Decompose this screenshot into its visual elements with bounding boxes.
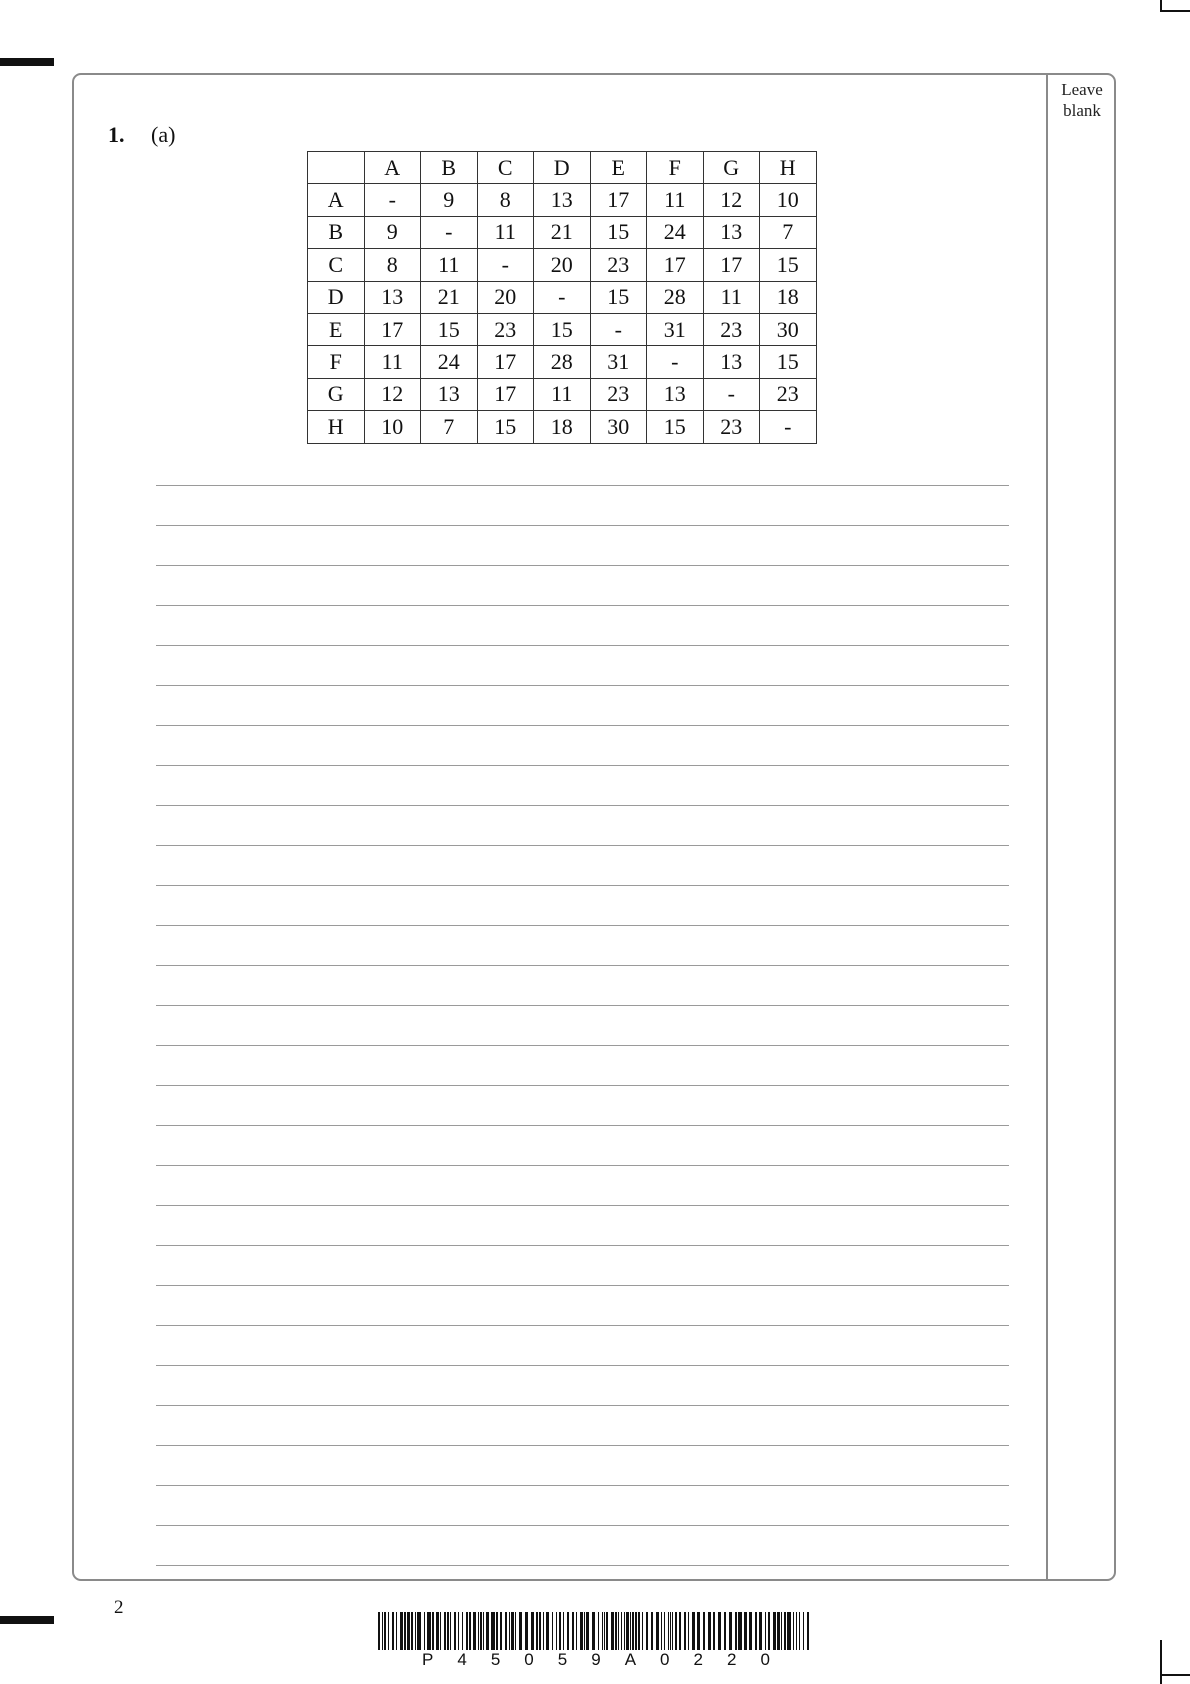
distance-table <box>307 151 817 444</box>
barcode-bar <box>679 1612 681 1650</box>
table-cell: 23 <box>760 378 817 410</box>
table-header-cell: A <box>364 152 421 184</box>
barcode-bar <box>713 1612 715 1650</box>
table-row-label: A <box>308 184 365 216</box>
barcode-bar <box>478 1612 479 1650</box>
table-header-cell: E <box>590 152 647 184</box>
barcode-bar <box>606 1612 608 1650</box>
answer-line <box>156 1325 1009 1326</box>
barcode-bar <box>765 1612 766 1650</box>
barcode-bar <box>509 1612 510 1650</box>
table-header-cell <box>308 152 365 184</box>
barcode-bar <box>807 1612 809 1650</box>
barcode-bar <box>718 1612 721 1650</box>
barcode-bar <box>505 1612 507 1650</box>
barcode-bar <box>759 1612 762 1650</box>
leave-blank-line: blank <box>1063 101 1101 120</box>
barcode-char: P <box>422 1650 434 1669</box>
barcode-char: 2 <box>693 1650 703 1669</box>
answer-line <box>156 485 1009 486</box>
answer-line <box>156 1165 1009 1166</box>
barcode-bar <box>670 1612 671 1650</box>
barcode-bar <box>626 1612 629 1650</box>
table-cell: 11 <box>703 281 760 313</box>
barcode-bar <box>777 1612 780 1650</box>
table-header-cell: G <box>703 152 760 184</box>
table-cell: 9 <box>364 216 421 248</box>
barcode-bar <box>755 1612 757 1650</box>
crop-mark-top-right <box>1160 10 1190 12</box>
barcode-char: 9 <box>591 1650 601 1669</box>
table-cell: 20 <box>477 281 534 313</box>
table-row <box>308 184 817 216</box>
barcode-char: A <box>624 1650 637 1669</box>
table-cell: - <box>760 411 817 443</box>
barcode-bar <box>651 1612 653 1650</box>
table-cell: 17 <box>703 249 760 281</box>
barcode-bar <box>427 1612 431 1650</box>
barcode-bar <box>388 1612 389 1650</box>
barcode-bar <box>692 1612 695 1650</box>
barcode-bar <box>803 1612 804 1650</box>
table-cell: 17 <box>590 184 647 216</box>
table-cell: 21 <box>421 281 478 313</box>
answer-line <box>156 925 1009 926</box>
table-cell: 17 <box>647 249 704 281</box>
table-cell: 13 <box>421 378 478 410</box>
barcode-bar <box>630 1612 631 1650</box>
barcode-bar <box>469 1612 471 1650</box>
answer-line <box>156 1125 1009 1126</box>
table-cell: 12 <box>703 184 760 216</box>
barcode-bar <box>543 1612 544 1650</box>
table-cell: 30 <box>590 411 647 443</box>
barcode-bar <box>400 1612 403 1650</box>
barcode-bar <box>604 1612 605 1650</box>
barcode-bar <box>552 1612 553 1650</box>
table-header-row <box>308 152 817 184</box>
barcode-bar <box>396 1612 397 1650</box>
answer-line <box>156 1245 1009 1246</box>
barcode-bar <box>531 1612 534 1650</box>
table-cell: 15 <box>760 249 817 281</box>
barcode-bar <box>450 1612 451 1650</box>
table-cell: 15 <box>590 281 647 313</box>
crop-mark-bottom-right <box>1160 1640 1162 1684</box>
barcode-bar <box>615 1612 617 1650</box>
barcode-char: 0 <box>660 1650 670 1669</box>
answer-line <box>156 1565 1009 1566</box>
barcode-bar <box>567 1612 569 1650</box>
table-header-cell: B <box>421 152 478 184</box>
table-cell: 8 <box>477 184 534 216</box>
barcode-bar <box>646 1612 648 1650</box>
barcode-bar <box>642 1612 643 1650</box>
barcode-bar <box>738 1612 742 1650</box>
table-cell: 11 <box>364 346 421 378</box>
barcode-bar <box>708 1612 711 1650</box>
barcode <box>378 1612 810 1650</box>
barcode-char: 0 <box>524 1650 534 1669</box>
barcode-text <box>378 1650 810 1670</box>
table-cell: 23 <box>590 249 647 281</box>
table-cell: 13 <box>703 346 760 378</box>
table-header-cell: C <box>477 152 534 184</box>
table-cell: 20 <box>534 249 591 281</box>
barcode-bar <box>781 1612 782 1650</box>
barcode-bar <box>584 1612 585 1650</box>
barcode-bar <box>411 1612 413 1650</box>
table-cell: 28 <box>647 281 704 313</box>
barcode-bar <box>417 1612 421 1650</box>
barcode-bar <box>515 1612 516 1650</box>
table-cell: 30 <box>760 313 817 345</box>
barcode-bar <box>580 1612 583 1650</box>
table-header-cell: D <box>534 152 591 184</box>
barcode-bar <box>444 1612 446 1650</box>
barcode-bar <box>432 1612 434 1650</box>
table-cell: 13 <box>364 281 421 313</box>
barcode-bar <box>661 1612 662 1650</box>
table-header-cell: F <box>647 152 704 184</box>
barcode-bar <box>382 1612 383 1650</box>
table-cell: 11 <box>421 249 478 281</box>
barcode-bar <box>796 1612 797 1650</box>
table-row-label: E <box>308 313 365 345</box>
barcode-bar <box>684 1612 686 1650</box>
table-cell: 10 <box>760 184 817 216</box>
table-cell: 31 <box>647 313 704 345</box>
barcode-bar <box>729 1612 732 1650</box>
table-cell: 21 <box>534 216 591 248</box>
barcode-bar <box>536 1612 538 1650</box>
table-cell: 17 <box>364 313 421 345</box>
answer-line <box>156 1445 1009 1446</box>
table-cell: 28 <box>534 346 591 378</box>
barcode-bar <box>466 1612 468 1650</box>
table-header-cell: H <box>760 152 817 184</box>
barcode-bar <box>415 1612 416 1650</box>
answer-line <box>156 1525 1009 1526</box>
leave-blank-label <box>1050 79 1114 121</box>
barcode-bar <box>744 1612 747 1650</box>
table-cell: - <box>647 346 704 378</box>
table-cell: 23 <box>703 411 760 443</box>
barcode-bar <box>563 1612 564 1650</box>
barcode-bar <box>735 1612 737 1650</box>
crop-mark-bottom-right <box>1160 1674 1190 1676</box>
answer-line <box>156 885 1009 886</box>
question-number: 1. <box>108 122 125 147</box>
question-part: (a) <box>151 122 176 147</box>
barcode-bar <box>407 1612 410 1650</box>
barcode-bar <box>697 1612 700 1650</box>
table-cell: - <box>477 249 534 281</box>
barcode-bar <box>773 1612 776 1650</box>
answer-line <box>156 1485 1009 1486</box>
barcode-bar <box>519 1612 522 1650</box>
table-cell: 8 <box>364 249 421 281</box>
table-cell: 17 <box>477 378 534 410</box>
barcode-bar <box>404 1612 406 1650</box>
table-cell: 24 <box>421 346 478 378</box>
margin-divider <box>1046 73 1048 1581</box>
barcode-char: 5 <box>490 1650 501 1669</box>
table-row <box>308 378 817 410</box>
table-row <box>308 281 817 313</box>
answer-line <box>156 845 1009 846</box>
barcode-char: 0 <box>760 1650 770 1669</box>
barcode-bar <box>473 1612 476 1650</box>
table-row <box>308 313 817 345</box>
table-cell: 15 <box>534 313 591 345</box>
barcode-bar <box>703 1612 705 1650</box>
answer-line <box>156 1405 1009 1406</box>
table-cell: 11 <box>647 184 704 216</box>
barcode-bar <box>586 1612 589 1650</box>
barcode-bar <box>511 1612 514 1650</box>
table-cell: 9 <box>421 184 478 216</box>
barcode-bar <box>598 1612 599 1650</box>
barcode-char: 2 <box>726 1650 737 1669</box>
table-row-label: D <box>308 281 365 313</box>
answer-line <box>156 685 1009 686</box>
table-cell: 7 <box>421 411 478 443</box>
registration-mark-top <box>0 58 54 66</box>
table-cell: 12 <box>364 378 421 410</box>
barcode-bar <box>458 1612 459 1650</box>
barcode-bar <box>672 1612 673 1650</box>
table-cell: 15 <box>590 216 647 248</box>
table-cell: - <box>421 216 478 248</box>
barcode-bar <box>480 1612 482 1650</box>
answer-line <box>156 1045 1009 1046</box>
table-cell: 15 <box>647 411 704 443</box>
table-row-label: H <box>308 411 365 443</box>
table-cell: - <box>703 378 760 410</box>
table-cell: - <box>364 184 421 216</box>
barcode-bar <box>656 1612 659 1650</box>
barcode-bar <box>462 1612 463 1650</box>
table-cell: 11 <box>534 378 591 410</box>
table-cell: 7 <box>760 216 817 248</box>
barcode-bar <box>664 1612 665 1650</box>
table-cell: 18 <box>534 411 591 443</box>
barcode-bar <box>491 1612 495 1650</box>
barcode-bar <box>724 1612 726 1650</box>
barcode-bar <box>784 1612 786 1650</box>
table-row-label: B <box>308 216 365 248</box>
table-row <box>308 216 817 248</box>
answer-line <box>156 1285 1009 1286</box>
leave-blank-line: Leave <box>1061 80 1103 99</box>
barcode-bar <box>632 1612 634 1650</box>
barcode-bar <box>621 1612 622 1650</box>
table-cell: - <box>534 281 591 313</box>
table-row-label: G <box>308 378 365 410</box>
answer-line <box>156 725 1009 726</box>
table-row-label: F <box>308 346 365 378</box>
barcode-bar <box>768 1612 770 1650</box>
table-row-label: C <box>308 249 365 281</box>
barcode-bar <box>483 1612 484 1650</box>
barcode-bar <box>618 1612 619 1650</box>
table-cell: 11 <box>477 216 534 248</box>
table-cell: 23 <box>703 313 760 345</box>
barcode-bar <box>572 1612 574 1650</box>
barcode-bar <box>675 1612 677 1650</box>
registration-mark-bottom <box>0 1616 54 1624</box>
answer-line <box>156 805 1009 806</box>
table-row <box>308 411 817 443</box>
barcode-bar <box>378 1612 380 1650</box>
barcode-bar <box>496 1612 498 1650</box>
table-row <box>308 346 817 378</box>
barcode-bar <box>559 1612 561 1650</box>
barcode-bar <box>592 1612 595 1650</box>
table-cell: 13 <box>534 184 591 216</box>
barcode-bar <box>799 1612 800 1650</box>
barcode-bar <box>546 1612 549 1650</box>
barcode-bar <box>436 1612 439 1650</box>
barcode-bar <box>576 1612 577 1650</box>
barcode-char: 4 <box>457 1650 467 1669</box>
barcode-bar <box>384 1612 386 1650</box>
page-number: 2 <box>114 1597 124 1618</box>
table-cell: 23 <box>477 313 534 345</box>
answer-line <box>156 525 1009 526</box>
barcode-bar <box>638 1612 640 1650</box>
table-cell: 17 <box>477 346 534 378</box>
barcode-bar <box>688 1612 689 1650</box>
barcode-char: 5 <box>557 1650 568 1669</box>
answer-line <box>156 565 1009 566</box>
barcode-bar <box>392 1612 394 1650</box>
barcode-bar <box>447 1612 449 1650</box>
barcode-bar <box>440 1612 441 1650</box>
answer-line <box>156 1365 1009 1366</box>
barcode-bar <box>749 1612 752 1650</box>
answer-line <box>156 965 1009 966</box>
table-cell: 15 <box>421 313 478 345</box>
table-cell: 10 <box>364 411 421 443</box>
barcode-bar <box>602 1612 603 1650</box>
table-cell: - <box>590 313 647 345</box>
table-cell: 31 <box>590 346 647 378</box>
barcode-bar <box>454 1612 456 1650</box>
table-cell: 18 <box>760 281 817 313</box>
barcode-bar <box>668 1612 669 1650</box>
barcode-bar <box>624 1612 625 1650</box>
answer-line <box>156 605 1009 606</box>
answer-line <box>156 765 1009 766</box>
barcode-bar <box>611 1612 614 1650</box>
barcode-bar <box>424 1612 425 1650</box>
barcode-bar <box>500 1612 502 1650</box>
table-cell: 13 <box>647 378 704 410</box>
table-row <box>308 249 817 281</box>
table-cell: 23 <box>590 378 647 410</box>
barcode-bar <box>486 1612 489 1650</box>
barcode-bar <box>787 1612 791 1650</box>
answer-line <box>156 1005 1009 1006</box>
answer-line <box>156 1085 1009 1086</box>
answer-line <box>156 1205 1009 1206</box>
barcode-bar <box>539 1612 541 1650</box>
table-cell: 15 <box>477 411 534 443</box>
barcode-bar <box>525 1612 528 1650</box>
barcode-bar <box>556 1612 557 1650</box>
table-cell: 24 <box>647 216 704 248</box>
table-cell: 13 <box>703 216 760 248</box>
barcode-bar <box>793 1612 794 1650</box>
table-cell: 15 <box>760 346 817 378</box>
answer-line <box>156 645 1009 646</box>
barcode-bar <box>635 1612 637 1650</box>
